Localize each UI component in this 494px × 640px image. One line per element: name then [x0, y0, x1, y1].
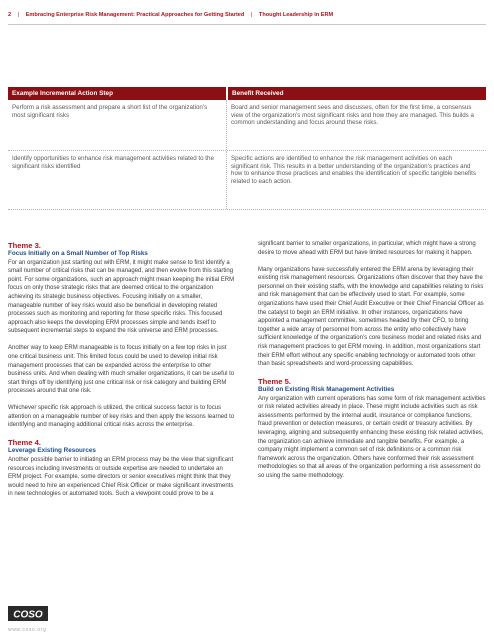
header-separator: |	[17, 12, 20, 18]
series-title: Thought Leadership in ERM	[258, 12, 334, 18]
logo-text: COSO	[13, 609, 43, 621]
document-title: Embracing Enterprise Risk Management: Practical Approaches for Getting Started	[25, 12, 245, 18]
header-separator: |	[250, 12, 253, 18]
table-header-row	[8, 87, 486, 100]
table-row-divider	[8, 209, 486, 210]
theme-3-subheading: Focus Initially on a Small Number of Top Risks	[8, 250, 148, 257]
right-column	[258, 240, 486, 489]
paragraph: Any organization with current operations has some form of risk management activities or risk related activities already in place. These might include activities such as risk assessments performed by the internal audit, insurance or compliance functions, fraud prevention or detection measures, or certain credit or treasury activities. By leveraging, aligning and subsequently enhancing these existing risk related activities, the organization can achieve immediate and tangible benefits. For example, a company might implement a common set of risk definitions or a common risk framework across the organization. Others have conformed their risk assessment methodologies so that all areas of the organization performing a risk assessment do so using the same methodology.	[258, 395, 486, 480]
table-cell-step: Perform a risk assessment and prepare a short list of the organization’s most significant risks	[12, 104, 208, 119]
table-header-benefit: Benefit Received	[226, 87, 486, 100]
table-row	[8, 151, 486, 209]
theme-4-heading: Theme 4.	[8, 438, 41, 448]
footer-url: www.coso.org	[8, 627, 47, 633]
paragraph: Many organizations have successfully entered the ERM arena by leveraging their existing risk management resources. Organizations often discover that they have the personnel on their existing staffs, with the knowledge and capabilities relating to risks and risk management that can be effectively used to start. For example, some organizations have used their Chief Audit Executive or their Chief Financial Officer as the catalyst to begin an ERM initiative. In other instances, organizations have appointed a management committee, sometimes headed by their CFO, to bring together a wide array of personnel from across the entity who collectively have sufficient knowledge of the organization’s core business model and related risks and risk management practices to get ERM moving. In addition, most organizations start their ERM effort without any specific enabling technology or automated tools other than basic spreadsheets and word-processing capabilities.	[258, 266, 484, 368]
paragraph: significant barrier to smaller organizations, in particular, which might have a strong desire to move ahead with ERM but have limited resources for making it happen.	[258, 241, 476, 256]
paragraph: Another way to keep ERM manageable is to focus initially on a few top risks in just one critical business unit. This limited focus could be used to develop initial risk management processes that can be expanded across the enterprise to other business units. And when dealing with much smaller organizations, it can be useful to start things off by identifying just one critical risk or risk category and building ERM processes around that one risk.	[8, 345, 235, 395]
table-header-step: Example Incremental Action Step	[12, 90, 113, 97]
page-number: 2	[8, 12, 12, 18]
theme-5-heading: Theme 5.	[258, 377, 291, 387]
theme-3-heading: Theme 3.	[8, 241, 41, 250]
coso-logo	[8, 604, 48, 624]
theme-4-subheading: Leverage Existing Resources	[8, 447, 96, 455]
theme-5-subheading: Build on Existing Risk Management Activities	[258, 386, 395, 394]
paragraph: Another possible barrier to initiating an ERM process may be the view that significant resources including investments or outside expertise are needed to undertake an ERM project. For example, some directors or senior executives might think that they would need to hire an experienced Chief Risk Officer or make significant investments in new technologies or automated tools. Such a viewpoint could prove to be a	[8, 457, 234, 498]
table-cell-benefit: Specific actions are identified to enhance the risk management activities on each significant risk. This results in a better understanding of the organization’s practices and how to enhance those practices and enables the identification of specific tangible benefits related to each action.	[226, 151, 486, 209]
table-cell-benefit: Board and senior management sees and discusses, often for the first time, a consensus view of the organization’s most significant risks and how they are managed. This builds a common understanding and focus around these risks.	[226, 100, 486, 150]
table-cell-step: Identify opportunities to enhance risk management activities related to the significant risks identified	[12, 155, 214, 170]
header-divider	[8, 24, 486, 25]
table-row	[8, 100, 486, 150]
paragraph: For an organization just starting out with ERM, it might make sense to first identify a small number of critical risks that can be managed, and then evolve from this starting point. For some organizations, such an approach might mean keeping the initial ERM focus on only those strategic risks that are deemed critical to the organization achieving its strategic business objectives. Focusing initially on a smaller, manageable number of key risks would also be beneficial in developing related processes such as monitoring and reporting for those specific risks. This focused approach also keeps the developing ERM processes simple and tends itself to subsequent incremental steps to expand the risk universe and ERM processes.	[8, 259, 235, 335]
paragraph: Whichever specific risk approach is utilized, the critical success factor is to focus attention on a manageable number of key risks and then apply the lessons learned to identifying and managing additional critical risks across the enterprise.	[8, 405, 235, 429]
left-column	[8, 241, 236, 507]
action-benefit-table	[8, 87, 486, 210]
